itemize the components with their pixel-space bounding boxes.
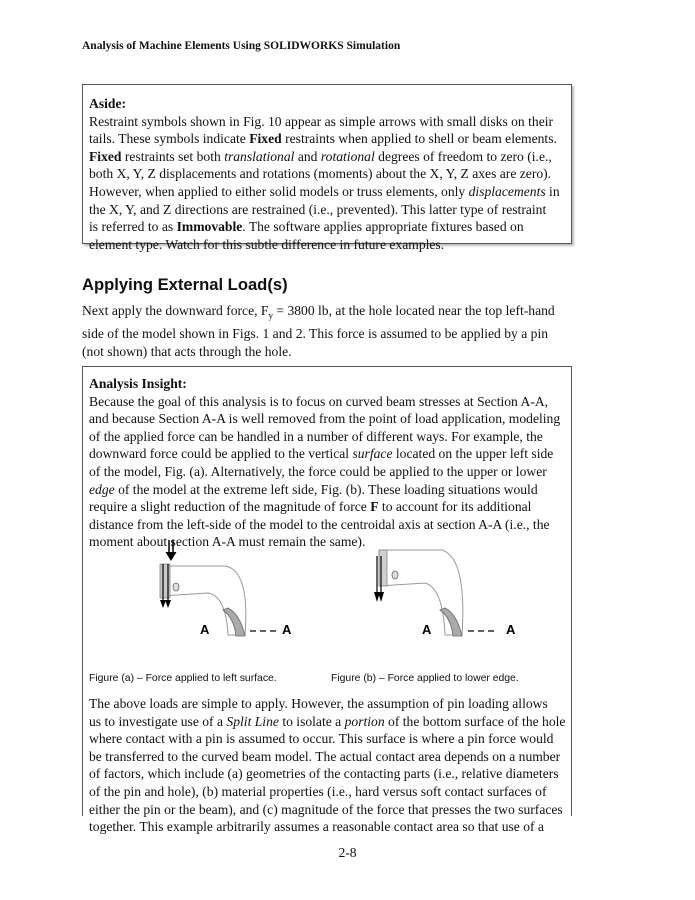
section-a-label-right-b: A bbox=[506, 622, 516, 637]
intro-paragraph bbox=[82, 302, 572, 361]
insight-title: Analysis Insight: bbox=[89, 376, 187, 391]
text-line: Restraint symbols shown in Fig. 10 appear as simple arrows with small disks on their bbox=[89, 113, 554, 129]
text-line: Next apply the downward force, $F_y = 3800$ lb, at the hole located near the top left-hand bbox=[82, 303, 555, 321]
text-line: (not shown) that acts through the hole. bbox=[82, 343, 292, 359]
text-line: tails. These symbols indicate Fixed restraints when applied to shell or beam elements. bbox=[89, 131, 557, 147]
text-line: element type. Watch for this subtle difference in future examples. bbox=[89, 236, 445, 252]
aside-body bbox=[89, 113, 565, 254]
text-line: is referred to as Immovable. The software applies appropriate fixtures based on bbox=[89, 219, 524, 235]
text-line: The above loads are simple to apply. However, the assumption of pin loading allows bbox=[89, 695, 548, 711]
insight-body-2 bbox=[89, 695, 565, 836]
insight-body bbox=[89, 393, 565, 551]
text-line: However, when applied to either solid models or truss elements, only displacements in bbox=[89, 183, 560, 199]
load-figures bbox=[150, 538, 550, 648]
page-number: 2-8 bbox=[338, 845, 357, 860]
figure-captions bbox=[89, 673, 565, 684]
text-line: where contact with a pin is assumed to occur. This surface is where a pin force would bbox=[89, 731, 554, 747]
text-line: side of the model shown in Figs. 1 and 2. This force is assumed to be applied by a pin bbox=[82, 326, 549, 342]
section-a-label-left-a: A bbox=[200, 622, 210, 637]
text-line: both X, Y, Z displacements and rotations (moments) about the X, Y, Z axes are zero). bbox=[89, 166, 552, 182]
text-line: together. This example arbitrarily assumes a reasonable contact area so that use of a bbox=[89, 819, 544, 835]
text-line: downward force could be applied to the vertical surface located on the upper left side bbox=[89, 446, 554, 462]
text-line: either the pin or the beam), and (c) magnitude of the force that presses the two surfaces bbox=[89, 801, 563, 817]
figure-b-caption: Figure (b) – Force applied to lower edge. bbox=[331, 672, 519, 684]
aside-title: Aside: bbox=[89, 96, 127, 111]
figure-a-caption: Figure (a) – Force applied to left surface. bbox=[89, 672, 277, 684]
text-line: Because the goal of this analysis is to focus on curved beam stresses at Section A-A, bbox=[89, 393, 549, 409]
section-heading: Applying External Load(s) bbox=[82, 275, 288, 294]
running-header: Analysis of Machine Elements Using SOLIDWORKS Simulation bbox=[82, 40, 401, 52]
text-line: of factors, which include (a) geometries of the contacting parts (i.e., relative diameters bbox=[89, 766, 559, 782]
section-a-label-left-b: A bbox=[422, 622, 432, 637]
section-a-label-right-a: A bbox=[282, 622, 292, 637]
text-line: of the applied force can be handled in a number of different ways. For example, the bbox=[89, 428, 543, 444]
text-line: of the pin and hole), (b) material properties (i.e., hard versus soft contact surfaces of bbox=[89, 783, 547, 799]
text-line: be transferred to the curved beam model. The actual contact area depends on a number bbox=[89, 748, 561, 764]
text-line: require a slight reduction of the magnitude of force F to account for its additional bbox=[89, 499, 532, 515]
text-line: distance from the left-side of the model to the centroidal axis at section A-A (i.e., the bbox=[89, 516, 550, 532]
aside-box bbox=[82, 84, 572, 252]
text-line: edge of the model at the extreme left side, Fig. (b). These loading situations would bbox=[89, 481, 538, 497]
text-line: moment about section A-A must remain the same). bbox=[89, 534, 366, 550]
text-line: of the model, Fig. (a). Alternatively, the force could be applied to the upper or lower bbox=[89, 463, 547, 479]
text-line: Fixed restraints set both translational and rotational degrees of freedom to zero (i.e., bbox=[89, 148, 552, 164]
text-line: the X, Y, and Z directions are restrained (i.e., prevented). This latter type of restraint bbox=[89, 201, 547, 217]
figure-b-drawing bbox=[374, 550, 463, 636]
text-line: us to investigate use of a Split Line to isolate a portion of the bottom surface of the hole bbox=[89, 713, 566, 729]
text-line: and because Section A-A is well removed from the point of load application, modeling bbox=[89, 411, 561, 427]
